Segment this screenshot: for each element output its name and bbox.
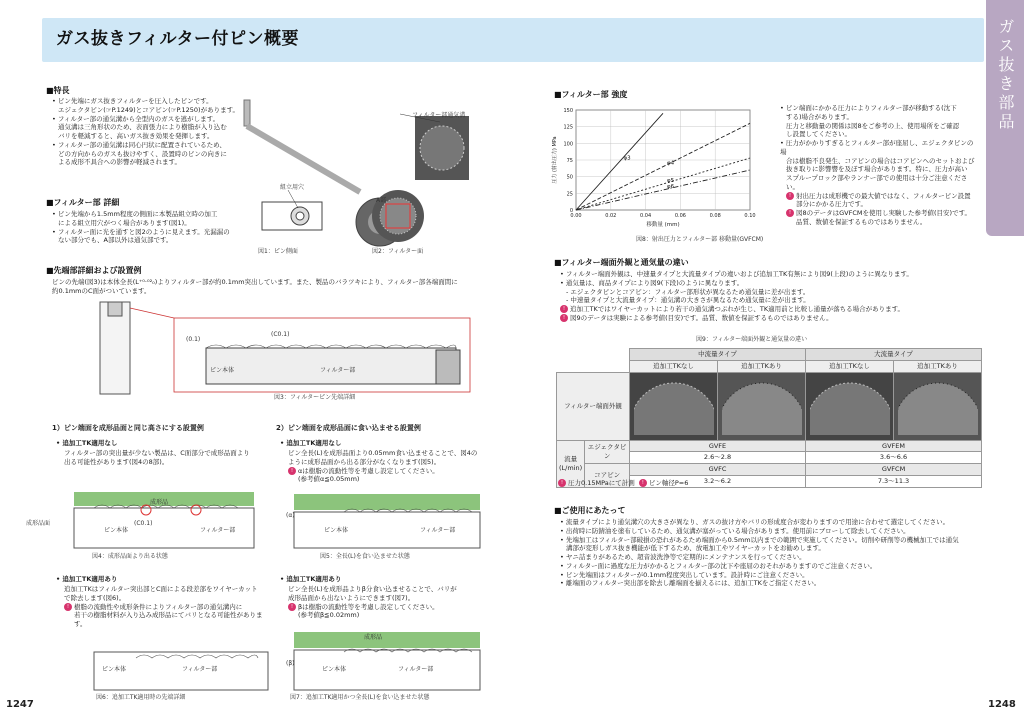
fig3-body-label: ピン本体: [210, 367, 235, 374]
x-tick-label: 0.04: [640, 213, 652, 219]
pin-shaft-diagonal: [247, 126, 360, 192]
fig7-filter-label: フィルター部: [398, 666, 434, 673]
fig4-caption: 図4：成形品面より出る状態: [92, 553, 168, 560]
caution-icon: !: [288, 467, 296, 475]
case1-nontk-text: [64, 449, 274, 467]
page-title: ガス抜きフィルター付ピン概要: [56, 29, 299, 49]
fig5-drawing: [284, 490, 484, 552]
tip-text-2: 約0.1mmのC面がついています。: [52, 287, 151, 295]
strength-note: する)場合があります。: [786, 112, 854, 121]
x-tick-label: 0.10: [744, 213, 756, 219]
strength-note: ! 射出圧力は成形機での最大値ではなく、フィルターピン設置: [780, 192, 978, 201]
feature-line: 通気溝は三角形状のため、表面張力により樹脂が入り込む: [58, 123, 227, 132]
chart-caption: 図8：射出圧力とフィルター部 移動量(GVFCM): [636, 236, 764, 243]
caution-icon: !: [64, 603, 72, 611]
fig5-filter-label: フィルター部: [420, 527, 456, 534]
feature-line: よる成形不具合への影響が軽減されます。: [58, 158, 181, 167]
usage-line: • ピン先端面はフィルターが0.1mm程度突出しています。設計時にご注意ください。: [560, 570, 809, 579]
case2-line: ように成形品面から出る部分がなくなります(図5)。: [288, 457, 441, 466]
case1-tk-text: [64, 585, 274, 629]
strength-note: し設置してください。: [786, 130, 851, 139]
fig5-alpha-label: (α): [286, 512, 295, 519]
caution-icon: !: [639, 479, 647, 487]
fig6-filter-label: フィルター部: [182, 666, 218, 673]
appearance-line: - エジェクタピンとコアピン：フィルター部形状が異なるため通気量に差が出ます。: [566, 287, 810, 296]
side-tab-label: ガス抜き部品: [996, 18, 1015, 132]
appearance-heading: ■フィルター端面外観と通気量の違い: [554, 258, 689, 267]
case1-line: 出る可能性があります(図4の8部)。: [64, 457, 169, 466]
x-tick-label: 0.00: [570, 213, 582, 219]
detail-line: • ピン先端から1.5mm程度の側面に本製品組立時の加工: [52, 210, 218, 218]
fig1-caption: 図1：ピン側面: [258, 248, 298, 255]
tip-text-1: ピンの先端(図3)は本体全長(L⁺⁰·⁰²₀)よりフィルター部が約0.1mm突出しています。また、製品のバラツキにより、フィルター部各端面間に: [52, 278, 458, 286]
tip-detail-heading: ■先端部詳細および設置例: [46, 266, 142, 275]
usage-line: • 先端加工はフィルター部破損の恐れがあるため端面から0.5mm以内までの範囲で実施してください。切削や研削等の機械加工では通気: [560, 535, 959, 544]
fig3-filter-label: フィルター部: [320, 367, 356, 374]
fig9-caption: 図9：フィルター端面外観と通気量の違い: [696, 336, 808, 343]
filter-detail-list: [52, 210, 242, 245]
x-tick-label: 0.06: [674, 213, 686, 219]
appearance-line: ! 図9のデータは実験による参考値(目安)です。品質、数値を保証するものではありません。: [560, 314, 980, 323]
case2-line: ! αは樹脂の流動性等を考慮し設定してください。: [288, 467, 488, 476]
face-photo: [718, 372, 806, 440]
case1-line: フィルター部の突出量が少ない製品は、C面部分で成形品面より: [64, 449, 250, 457]
fig7-body-label: ピン本体: [322, 666, 347, 673]
strength-note: 抜き取りに影響響を及ぼす場合があります。特に、圧力が高い: [786, 165, 968, 174]
gvfem-value: 3.6～6.6: [806, 452, 982, 464]
y-axis-label: 圧力 (射出圧力) MPa: [552, 136, 558, 184]
strength-note: • 圧力がかかりすぎるとフィルター部が座屈し、エジェクタピンの場: [780, 139, 974, 156]
y-tick-label: 75: [566, 158, 573, 164]
fig1-fig2-drawings: [248, 184, 448, 246]
gvfc-code: GVFC: [630, 464, 806, 476]
fig4-drawing: [54, 488, 264, 552]
strength-note: • ピン端面にかかる圧力によりフィルター部が移動する(沈下: [780, 104, 957, 112]
fig4-c-label: (C0.1): [134, 520, 153, 527]
ejector-label: エジェクタピン: [585, 440, 630, 464]
case2-tk-line: ! βは樹脂の流動性等を考慮し設定してください。: [288, 603, 488, 612]
appearance-line: ! 追加工TKではワイヤーカットにより若干の通気溝つぶれが生じ、TK適用前と比較し通量が落ちる場合があります。: [560, 305, 980, 314]
appearance-line: • 通気量は、商品タイプにより図9(下段)のように異なります。: [560, 278, 744, 287]
face-photo: [806, 372, 894, 440]
detail-line: ない部分でも、A部以外は通気部です。: [58, 236, 173, 245]
strength-note: 圧力と移動量の関係は図8をご参考の上、使用場所をご確認: [786, 121, 960, 130]
usage-line: • ヤニ詰まりがあるため、超音波洗浄等で定期的にメンテナンスを行ってください。: [560, 553, 806, 562]
groove-label: フィルター部通気溝: [412, 112, 466, 119]
flow-row-label: 流量 (L/min): [557, 440, 585, 487]
features-list: [52, 97, 242, 167]
series-label: φ5: [667, 178, 675, 184]
case2-tk-line: (参考値β≦0.02mm): [298, 611, 360, 620]
usage-line: • 離端面のフィルター突出部を除去し離端面を揃えるには、追加工TKをご指定ください。: [560, 579, 821, 588]
gvfcm-code: GVFCM: [806, 464, 982, 476]
fig5-body-label: ピン本体: [324, 527, 349, 534]
page-number-left: 1247: [6, 699, 34, 710]
case2-title: 2）ピン端面を成形品面に食い込ませる設置例: [276, 424, 421, 432]
x-tick-label: 0.02: [605, 213, 617, 219]
appearance-line: - 中速量タイプと大流量タイプ：通気溝の大きさが異なるため通気量に差が出ます。: [566, 296, 810, 305]
flow-table: [556, 348, 982, 488]
fig5-caption: 図5：全長(L)を食い込ませた状態: [320, 553, 410, 560]
caution-icon: !: [558, 479, 566, 487]
case1-tk-line: 若干の樹脂材料が入り込み成形品にてバリとなる可能性があります。: [74, 611, 263, 629]
case1-tk-title: • 追加工TK適用あり: [56, 575, 118, 583]
case2-line: ピン全長(L)を成形品面より0.05mm食い込ませることで、図4の: [288, 449, 478, 457]
x-axis-label: 移動量 (mm): [646, 222, 680, 228]
case2-nontk-text: [288, 449, 488, 484]
appearance-line: • フィルター端面外観は、中速量タイプと大流量タイプの違いおよび追加工TK有無により図9(上段)のように異なります。: [560, 270, 913, 278]
fig7-beta-label: (β): [286, 660, 295, 667]
usage-line: 溝部が変形しガス抜き機能が低下するため、放電加工やワイヤーカットをお勧めします。: [566, 544, 825, 553]
strength-note: 合は樹脂不良発生、コアピンの場合はコアピンへのセットおよび: [786, 156, 975, 165]
with-tk-header: 追加工TKあり: [718, 360, 806, 372]
mid-type-header: 中流量タイプ: [630, 349, 806, 361]
y-tick-label: 125: [563, 124, 573, 131]
face-row-label: フィルター端面外観: [557, 372, 630, 440]
table-note: ! 圧力0.15MPaにて計測 ! ピン軸径P=6: [558, 479, 688, 488]
caution-icon: !: [786, 192, 794, 200]
y-tick-label: 25: [566, 191, 573, 198]
case2-tk-text: [288, 585, 488, 620]
fig7-part-label: 成形品: [364, 634, 383, 641]
usage-list: [560, 518, 986, 588]
case2-nontk-title: • 追加工TK適用なし: [280, 439, 342, 447]
gvfcm-value: 7.3～11.3: [806, 475, 982, 487]
fig4-surface-label: 成形品面: [26, 520, 51, 527]
appearance-notes: [560, 270, 980, 323]
fig3-side-label: (0.1): [186, 336, 201, 343]
usage-line: • 出荷時に防錆油を塗布しているため、通気溝が塞がっている場合があります。使用前にブローして除去してください。: [560, 526, 910, 535]
face-photo: [894, 372, 982, 440]
fig4-body-label: ピン本体: [104, 527, 129, 534]
fig4-part-label: 成形品: [150, 499, 169, 506]
no-tk-header: 追加工TKなし: [630, 360, 718, 372]
strength-note: スプループロック部やランナー部での使用は十分ご注意ください。: [786, 174, 968, 191]
y-tick-label: 50: [566, 174, 573, 181]
fig4-filter-label: フィルター部: [200, 527, 236, 534]
strength-note: ! 図8のデータはGVFCMを使用し実験した参考値(目安)です。: [780, 209, 978, 218]
case1-tk-line: ! 樹脂の流動性や成形条件によりフィルター部の通気溝内に: [64, 603, 274, 612]
feature-line: エジェクタピン(☞P.1249)とコアピン(☞P.1250)があります。: [58, 105, 240, 114]
strength-heading: ■フィルター部 強度: [554, 90, 628, 99]
features-heading: ■特長: [46, 86, 70, 95]
assembly-hole-label: 組立用穴: [280, 184, 305, 191]
caution-icon: !: [288, 603, 296, 611]
case1-title: 1）ピン端面を成形品面と同じ高さにする設置例: [52, 424, 204, 432]
pin-shaft-icon: [244, 100, 250, 126]
c01-label: (C0.1): [271, 331, 290, 338]
gvfc-value: 3.2～6.2: [630, 475, 806, 487]
series-label: φ4: [667, 160, 675, 167]
fig2-caption: 図2：フィルター面: [372, 248, 424, 255]
detail-line: による組立用穴がつく場合があります(図1)。: [58, 218, 191, 227]
series-label: φ6: [667, 184, 675, 190]
usage-heading: ■ご使用にあたって: [554, 506, 626, 515]
a-part-label: A部: [376, 197, 387, 204]
no-tk-header: 追加工TKなし: [806, 360, 894, 372]
fig6-caption-text: 図6：追加工TK適用時の先端詳細: [96, 694, 186, 701]
strength-notes: [780, 104, 978, 227]
usage-line: • フィルター面に過度な圧力がかかるとフィルター部の沈下や座屈のおそれがありますのでご注意ください。: [560, 561, 877, 570]
case2-tk-title: • 追加工TK適用あり: [280, 575, 342, 583]
gvfe-code: GVFE: [630, 440, 806, 452]
case2-tk-line: 成形品面から出ないようにできます(図7)。: [288, 593, 415, 602]
strength-note: 部分にかかる圧力です。: [796, 200, 867, 209]
y-tick-label: 100: [563, 141, 573, 148]
feature-line: • ピン先端にガス抜きフィルターを圧入したピンです。: [52, 97, 213, 105]
chart-grid: [576, 110, 750, 210]
caution-icon: !: [560, 305, 568, 313]
fig6-body-label: ピン本体: [102, 666, 127, 673]
case1-nontk-title: • 追加工TK適用なし: [56, 439, 118, 447]
case2-line: (参考値α≦0.05mm): [298, 475, 360, 484]
fig3-drawing: [96, 298, 486, 398]
case1-tk-line: で除去します(図6)。: [64, 593, 126, 602]
caution-icon: !: [786, 209, 794, 217]
face-photo: [630, 372, 718, 440]
x-tick-label: 0.08: [709, 213, 721, 219]
large-type-header: 大流量タイプ: [806, 349, 982, 361]
fig7-drawing: [284, 630, 484, 692]
filter-detail-heading: ■フィルター部 詳細: [46, 198, 120, 207]
core-label: コアピン: [585, 464, 630, 488]
caution-icon: !: [560, 314, 568, 322]
y-tick-label: 150: [563, 108, 573, 114]
fig3-caption: 図3：フィルターピン先端詳細: [274, 394, 356, 401]
series-label: φ3: [623, 155, 631, 162]
feature-line: どの方向からのガスも抜けやすく、設置時のピンの向きに: [58, 149, 227, 158]
feature-line: • フィルター部の通気溝から全型内のガスを逃がします。: [52, 114, 220, 123]
usage-line: • 流量タイプにより通気溝穴の大きさが異なり、ガスの抜け方やバリの形成度合が変わりますので用途に合わせて選定してください。: [560, 518, 950, 526]
with-tk-header: 追加工TKあり: [894, 360, 982, 372]
gvfe-value: 2.6～2.8: [630, 452, 806, 464]
fig7-caption: 図7：追加工TK適用かつ全長(L)を食い込ませた状態: [290, 694, 430, 701]
feature-line: バリを軽減すると、高いガス抜き効果を発揮します。: [58, 132, 214, 141]
y-tick-label: 0: [569, 208, 573, 214]
page-number-right: 1248: [988, 699, 1016, 710]
case1-tk-line: 追加工TKはフィルター突出部とC面による段差部をワイヤーカット: [64, 585, 258, 593]
gvfem-code: GVFEM: [806, 440, 982, 452]
feature-line: • フィルター部の通気溝は同心円状に配置されているため、: [52, 140, 226, 149]
strength-note: 品質、数値を保証するものではありません。: [796, 217, 927, 226]
strength-chart: [550, 102, 770, 236]
case2-tk-line: ピン全長(L)を成形品よりβ分食い込ませることで、バリが: [288, 585, 457, 593]
detail-line: • フィルター面に光を通すと図2のように見えます。光漏漏の: [52, 227, 230, 236]
